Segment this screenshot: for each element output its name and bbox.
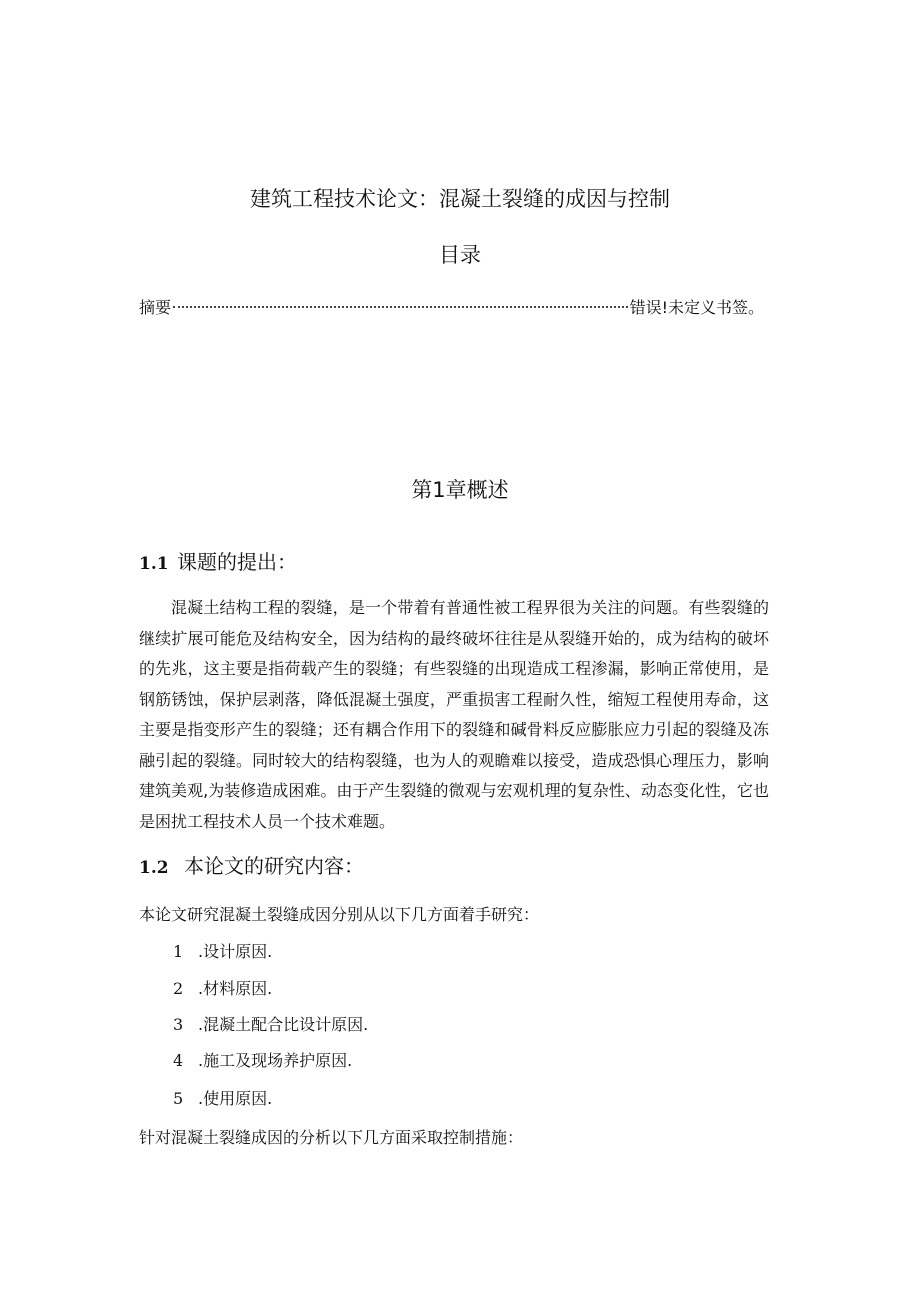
list-item <box>173 1087 272 1111</box>
list-outro: 针对混凝土裂缝成因的分析以下几方面采取控制措施： <box>139 1128 524 1147</box>
list-item-text: .材料原因. <box>198 979 273 998</box>
list-item-number: 3 <box>173 1015 184 1034</box>
document-title: 建筑工程技术论文：混凝土裂缝的成因与控制 <box>250 187 670 211</box>
section-heading-1-1 <box>139 547 297 579</box>
list-item-text: .施工及现场养护原因. <box>198 1051 353 1070</box>
section-title: 本论文的研究内容： <box>184 854 364 878</box>
list-item-number: 2 <box>173 979 184 998</box>
section-title: 课题的提出： <box>177 550 297 574</box>
section-heading-1-2 <box>139 851 364 883</box>
list-item-text: .设计原因. <box>198 942 273 961</box>
toc-entry[interactable] <box>139 296 764 320</box>
toc-entry-page-ref: 错误!未定义书签。 <box>629 298 764 317</box>
list-item-number: 1 <box>173 942 184 961</box>
list-item-number: 5 <box>173 1089 184 1108</box>
section-number: 1.1 <box>139 554 169 574</box>
toc-dot-leader <box>173 306 628 308</box>
toc-entry-label: 摘要 <box>139 298 172 317</box>
section-paragraph: 混凝土结构工程的裂缝，是一个带着有普通性被工程界很为关注的问题。有些裂缝的继续扩展可能危及结构安全，因为结构的最终破坏往往是从裂缝开始的，成为结构的破坏的先兆，这主要是指荷载产生的裂缝；有些裂缝的出现造成工程渗漏，影响正常使用，是钢筋锈蚀，保护层剥落，降低混凝土强度，严重损害工程耐久性，缩短工程使用寿命，这主要是指变形产生的裂缝；还有耦合作用下的裂缝和碱骨料反应膨胀应力引起的裂缝及冻融引起的裂缝。同时较大的结构裂缝，也为人的观瞻难以接受，造成恐惧心理压力，影响建筑美观,为装修造成困难。由于产生裂缝的微观与宏观机理的复杂性、动态变化性，它也是困扰工程技术人员一个技术难题。 <box>139 598 769 831</box>
list-item <box>173 977 272 1001</box>
list-intro: 本论文研究混凝土裂缝成因分别从以下几方面着手研究： <box>139 905 540 924</box>
list-item <box>173 1049 352 1073</box>
list-item <box>173 1013 368 1037</box>
list-item <box>173 940 272 964</box>
chapter-heading: 第1章概述 <box>411 478 509 502</box>
list-item-text: .混凝土配合比设计原因. <box>198 1015 369 1034</box>
section-number: 1.2 <box>139 858 169 878</box>
toc-heading: 目录 <box>439 243 481 267</box>
list-item-number: 4 <box>173 1051 184 1070</box>
list-item-text: .使用原因. <box>198 1089 273 1108</box>
